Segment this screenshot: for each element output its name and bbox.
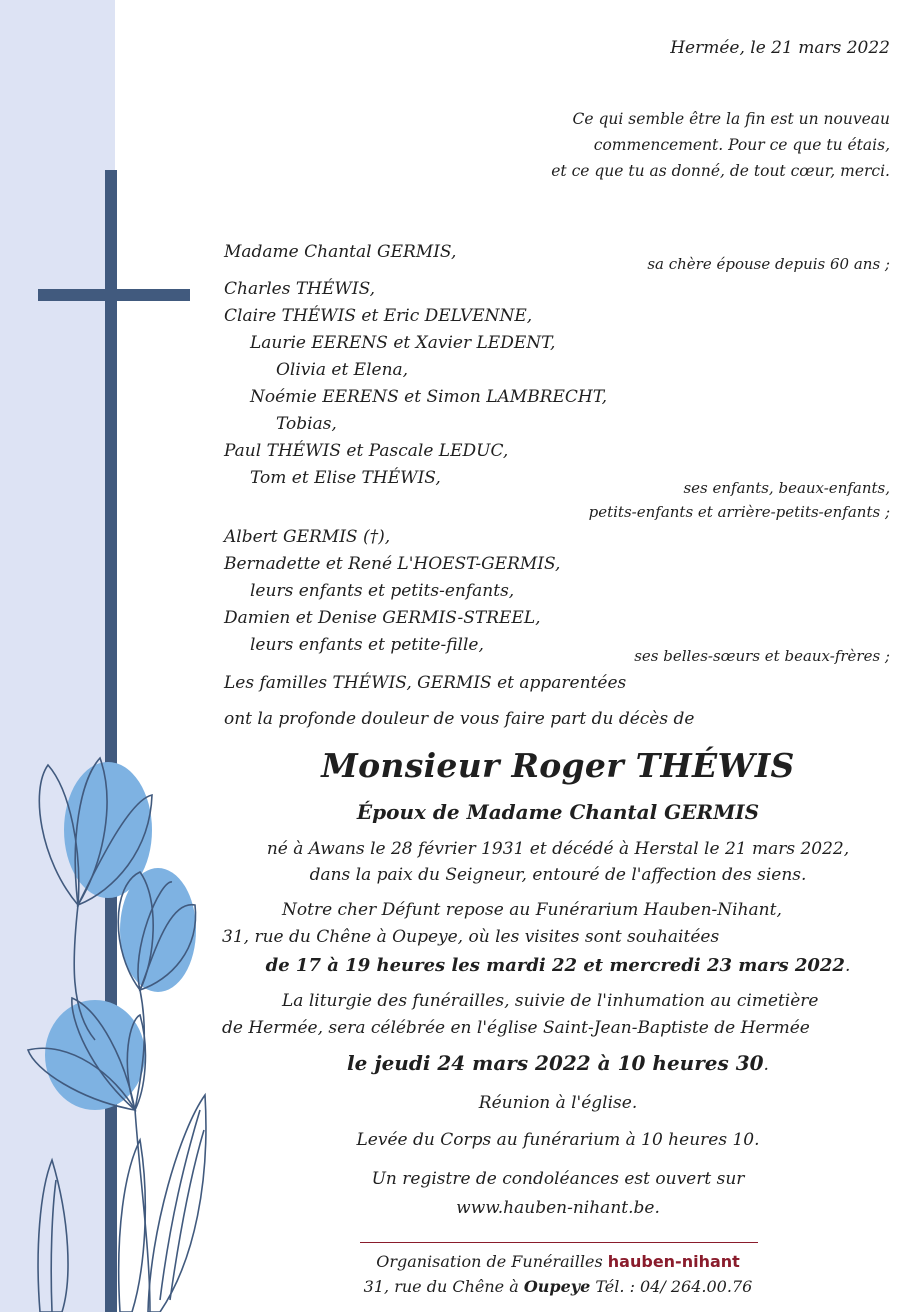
registry-line: Un registre de condoléances est ouvert sur [371,1169,745,1189]
quote-line: commencement. Pour ce que tu étais, [593,136,890,154]
footer-org-prefix: Organisation de Funérailles [376,1252,603,1271]
footer-org-line [210,1252,906,1271]
family-line: Bernadette et René L'HOEST-GERMIS, [224,554,561,574]
family-line: Charles THÉWIS, [224,279,376,299]
footer-divider [360,1242,758,1243]
visit-hours [210,955,906,976]
family-line: Claire THÉWIS et Eric DELVENNE, [224,306,533,326]
visit-hours-bold: de 17 à 19 heures les mardi 22 et mercredi 23 mars 2022 [265,955,845,976]
family-line: Paul THÉWIS et Pascale LEDUC, [224,441,509,461]
liturgy-date-bold: le jeudi 24 mars 2022 à 10 heures 30 [347,1051,764,1075]
meeting-line: Réunion à l'église. [478,1093,638,1113]
footer-address: 31, rue du Chêne à [363,1277,519,1296]
family-role: ses belles-sœurs et beaux-frères ; [634,647,890,665]
registry-url[interactable]: www.hauben-nihant.be. [456,1198,660,1218]
family-line: Madame Chantal GERMIS, [224,242,457,262]
visit-line: 31, rue du Chêne à Oupeye, où les visites sont souhaitées [222,927,720,947]
family-line: leurs enfants et petits-enfants, [250,581,515,601]
footer-address-line [210,1277,906,1296]
family-line: Damien et Denise GERMIS-STREEL, [224,608,541,628]
family-line: leurs enfants et petite-fille, [250,635,484,655]
visit-hours-end: . [844,956,851,976]
footer-town: Oupeye [523,1277,591,1296]
quote-line: Ce qui semble être la fin est un nouveau [572,110,890,128]
visit-line: Notre cher Défunt repose au Funérarium Hauben-Nihant, [282,900,782,920]
spouse-line: Époux de Madame Chantal GERMIS [356,800,760,824]
family-line: Tom et Elise THÉWIS, [250,468,441,488]
family-line: Noémie EERENS et Simon LAMBRECHT, [250,387,607,407]
family-line: Olivia et Elena, [276,360,409,380]
epigraph-quote [551,106,890,184]
family-role: sa chère épouse depuis 60 ans ; [647,255,890,273]
family-line: Laurie EERENS et Xavier LEDENT, [250,333,556,353]
liturgy-line: La liturgie des funérailles, suivie de l'inhumation au cimetière [282,991,819,1011]
liturgy-line: de Hermée, sera célébrée en l'église Saint-Jean-Baptiste de Hermée [222,1018,810,1038]
cross-and-tulips-decoration [0,0,230,1312]
birth-death-line: né à Awans le 28 février 1931 et décédé à Herstal le 21 mars 2022, [266,839,850,859]
family-line: Tobias, [276,414,337,434]
quote-line: et ce que tu as donné, de tout cœur, merci. [551,162,890,180]
family-line: Les familles THÉWIS, GERMIS et apparentées [224,673,627,693]
funeral-home-logo: hauben-nihant [607,1252,740,1271]
announcement-line: ont la profonde douleur de vous faire part du décès de [224,709,695,729]
liturgy-date [210,1051,906,1075]
liturgy-date-end: . [763,1055,769,1075]
deceased-name: Monsieur Roger THÉWIS [321,746,795,785]
family-line: Albert GERMIS (†), [224,527,391,547]
cross-icon [38,170,190,1312]
birth-death-line: dans la paix du Seigneur, entouré de l'affection des siens. [309,865,807,885]
date-line: Hermée, le 21 mars 2022 [670,38,890,58]
family-role: petits-enfants et arrière-petits-enfants ; [588,503,890,521]
family-role: ses enfants, beaux-enfants, [683,479,890,497]
footer-phone: Tél. : 04/ 264.00.76 [595,1277,753,1296]
levee-line: Levée du Corps au funérarium à 10 heures 10. [356,1130,760,1150]
